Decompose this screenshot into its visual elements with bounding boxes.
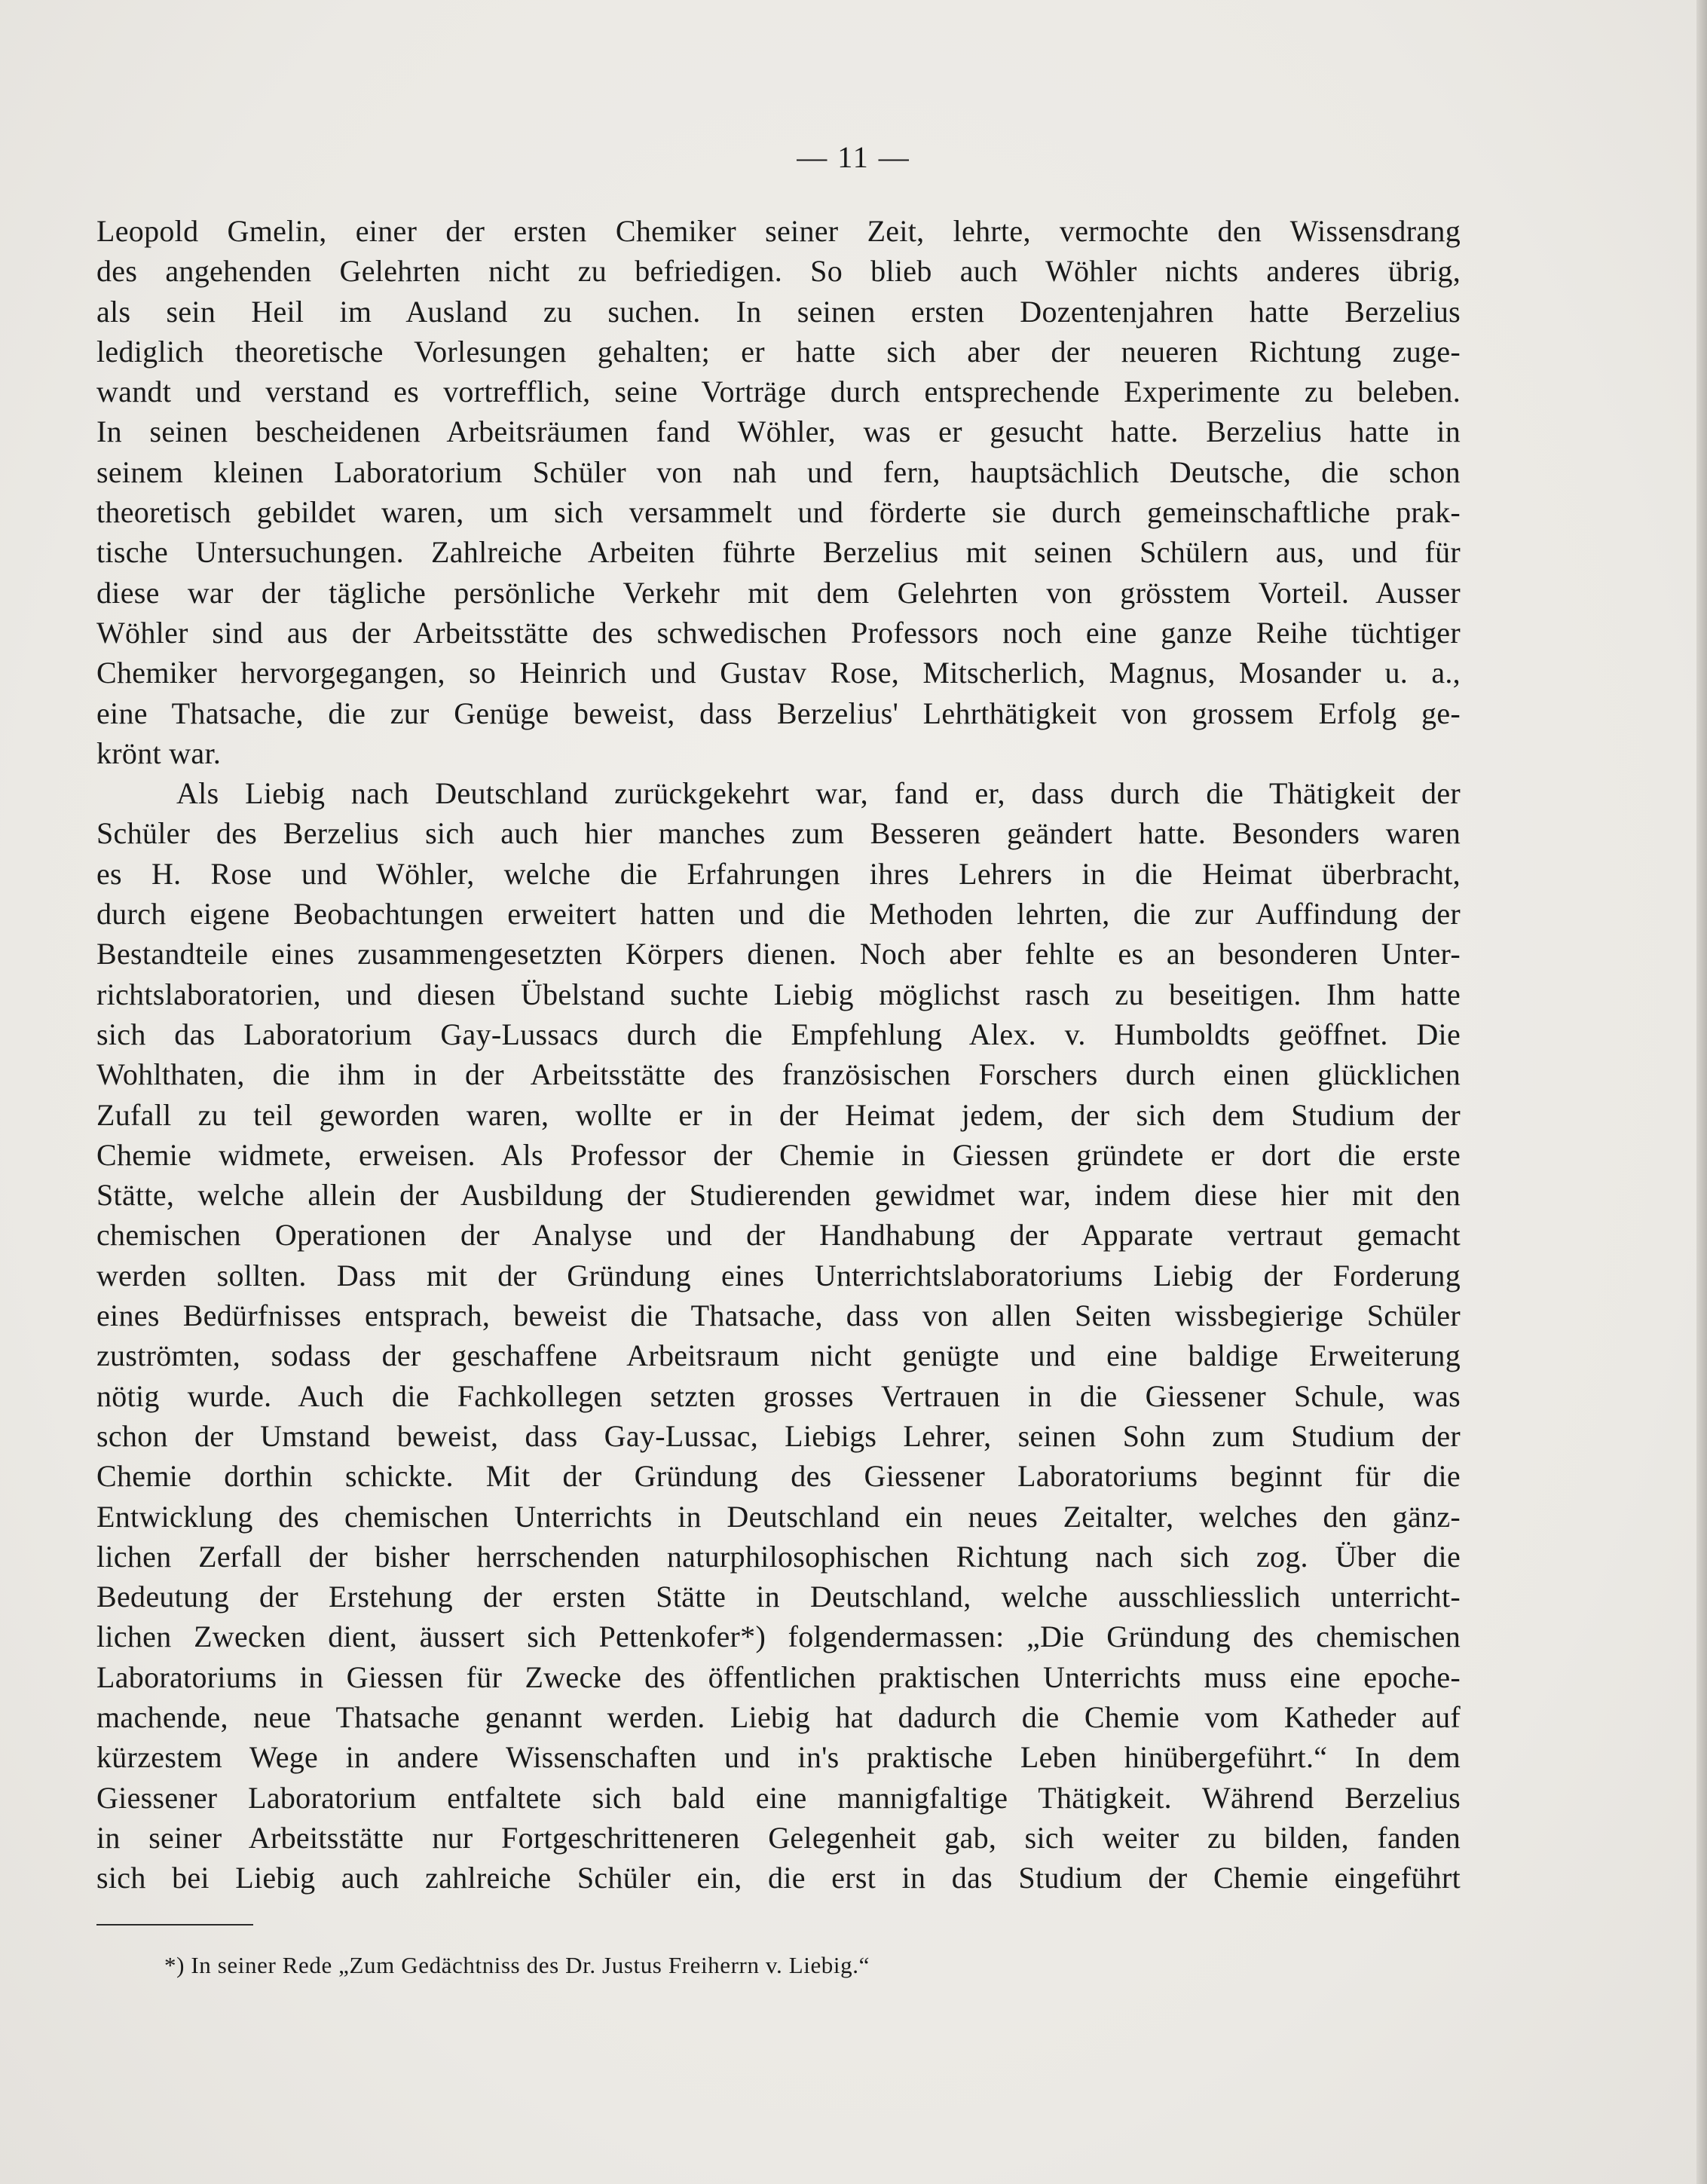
text-line: lediglich theoretische Vorlesungen gehalten; er hatte sich aber der neueren Richtung zuge- <box>96 334 1461 369</box>
text-line: Wohlthaten, die ihm in der Arbeitsstätte des französischen Forschers durch einen glücklichen <box>96 1057 1461 1092</box>
paragraph-start-line: Als Liebig nach Deutschland zurückgekehrt war, fand er, dass durch die Thätigkeit der <box>176 776 1461 811</box>
text-line: sich bei Liebig auch zahlreiche Schüler ein, die erst in das Studium der Chemie eingeführt <box>96 1861 1461 1895</box>
text-line: wandt und verstand es vortrefflich, seine Vorträge durch entsprechende Experimente zu beleben. <box>96 375 1461 409</box>
text-line: Laboratoriums in Giessen für Zwecke des öffentlichen praktischen Unterrichts muss eine epoche- <box>96 1659 1461 1694</box>
text-line: richtslaboratorien, und diesen Übelstand suchte Liebig möglichst rasch zu beseitigen. Ihm hatte <box>96 977 1461 1011</box>
text-line: in seiner Arbeitsstätte nur Fortgeschritteneren Gelegenheit gab, sich weiter zu bilden, fanden <box>96 1820 1461 1855</box>
text-line: Chemie widmete, erweisen. Als Professor der Chemie in Giessen gründete er dort die erste <box>96 1137 1461 1172</box>
text-line: Wöhler sind aus der Arbeitsstätte des schwedischen Professors noch eine ganze Reihe tüchtiger <box>96 615 1461 650</box>
text-line: werden sollten. Dass mit der Gründung eines Unterrichtslaboratoriums Liebig der Forderung <box>96 1258 1461 1292</box>
text-line: diese war der tägliche persönliche Verkehr mit dem Gelehrten von grösstem Vorteil. Ausser <box>96 575 1461 610</box>
text-line: Giessener Laboratorium entfaltete sich bald eine mannigfaltige Thätigkeit. Während Berzelius <box>96 1780 1461 1815</box>
body-text <box>96 211 1461 1898</box>
text-line: In seinen bescheidenen Arbeitsräumen fand Wöhler, was er gesucht hatte. Berzelius hatte in <box>96 414 1461 449</box>
text-line: lichen Zwecken dient, äussert sich Pettenkofer*) folgendermassen: „Die Gründung des chemischen <box>96 1620 1461 1654</box>
page-edge-shadow <box>1696 0 1707 2184</box>
text-line: Chemie dorthin schickte. Mit der Gründung des Giessener Laboratoriums beginnt für die <box>96 1459 1461 1494</box>
text-line: des angehenden Gelehrten nicht zu befriedigen. So blieb auch Wöhler nichts anderes übrig, <box>96 254 1461 289</box>
text-line: lichen Zerfall der bisher herrschenden naturphilosophischen Richtung nach sich zog. Über die <box>96 1539 1461 1574</box>
text-line: Bestandteile eines zusammengesetzten Körpers dienen. Noch aber fehlte es an besonderen Unter- <box>96 937 1461 971</box>
text-line: Leopold Gmelin, einer der ersten Chemiker seiner Zeit, lehrte, vermochte den Wissensdrang <box>96 214 1461 248</box>
text-line: schon der Umstand beweist, dass Gay-Lussac, Liebigs Lehrer, seinen Sohn zum Studium der <box>96 1418 1461 1453</box>
text-line: theoretisch gebildet waren, um sich versammelt und förderte sie durch gemeinschaftliche prak- <box>96 495 1461 530</box>
text-line: chemischen Operationen der Analyse und der Handhabung der Apparate vertraut gemacht <box>96 1218 1461 1253</box>
text-line: eine Thatsache, die zur Genüge beweist, dass Berzelius' Lehrthätigkeit von grossem Erfolg ge- <box>96 696 1461 730</box>
text-line: seinem kleinen Laboratorium Schüler von nah und fern, hauptsächlich Deutsche, die schon <box>96 454 1461 489</box>
text-line: kürzestem Wege in andere Wissenschaften und in's praktische Leben hinübergeführt.“ In dem <box>96 1740 1461 1775</box>
text-line: Schüler des Berzelius sich auch hier manches zum Besseren geändert hatte. Besonders waren <box>96 816 1461 851</box>
text-line: krönt war. <box>96 736 222 770</box>
footnote: *) In seiner Rede „Zum Gedächtniss des Dr. Justus Freiherrn v. Liebig.“ <box>164 1952 870 1978</box>
text-line: sich das Laboratorium Gay-Lussacs durch die Empfehlung Alex. v. Humboldts geöffnet. Die <box>96 1017 1461 1051</box>
page-number: — 11 — <box>797 140 910 174</box>
text-line: nötig wurde. Auch die Fachkollegen setzten grosses Vertrauen in die Giessener Schule, was <box>96 1378 1461 1413</box>
text-line: zuströmten, sodass der geschaffene Arbeitsraum nicht genügte und eine baldige Erweiterung <box>96 1338 1461 1373</box>
text-line: Stätte, welche allein der Ausbildung der Studierenden gewidmet war, indem diese hier mit den <box>96 1178 1461 1213</box>
text-line: durch eigene Beobachtungen erweitert hatten und die Methoden lehrten, die zur Auffindung der <box>96 897 1461 931</box>
footnote-divider <box>96 1924 253 1926</box>
text-line: machende, neue Thatsache genannt werden. Liebig hat dadurch die Chemie vom Katheder auf <box>96 1699 1461 1734</box>
text-line: Entwicklung des chemischen Unterrichts in Deutschland ein neues Zeitalter, welches den gänz- <box>96 1499 1461 1534</box>
text-line: Bedeutung der Erstehung der ersten Stätte in Deutschland, welche ausschliesslich unterricht- <box>96 1580 1461 1614</box>
text-line: es H. Rose und Wöhler, welche die Erfahrungen ihres Lehrers in die Heimat überbracht, <box>96 856 1461 891</box>
text-line: Chemiker hervorgegangen, so Heinrich und Gustav Rose, Mitscherlich, Magnus, Mosander u. a., <box>96 656 1461 690</box>
text-line: Zufall zu teil geworden waren, wollte er in der Heimat jedem, der sich dem Studium der <box>96 1097 1461 1132</box>
text-line: als sein Heil im Ausland zu suchen. In seinen ersten Dozentenjahren hatte Berzelius <box>96 294 1461 329</box>
text-line: eines Bedürfnisses entsprach, beweist die Thatsache, dass von allen Seiten wissbegierige Schüler <box>96 1298 1461 1333</box>
text-line: tische Untersuchungen. Zahlreiche Arbeiten führte Berzelius mit seinen Schülern aus, und für <box>96 535 1461 570</box>
